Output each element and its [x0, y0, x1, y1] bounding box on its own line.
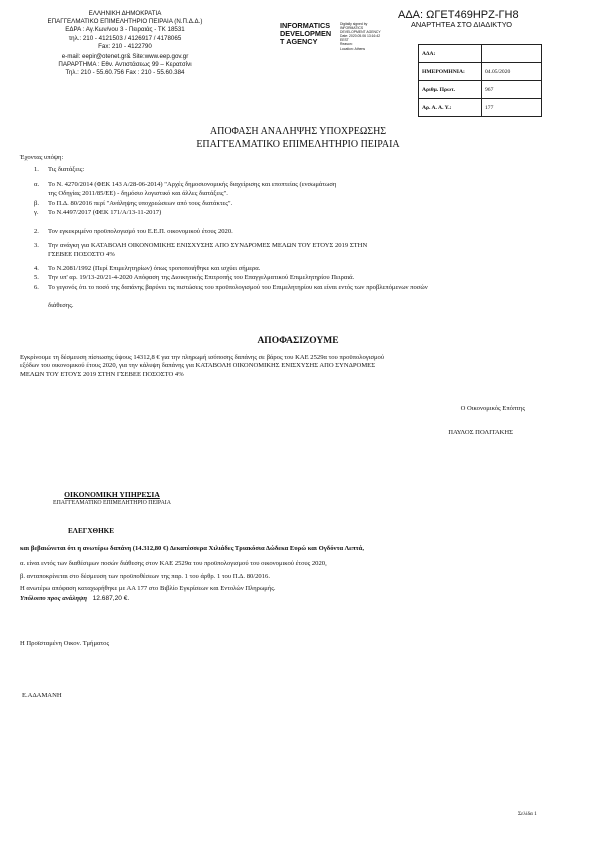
info-label: Αρ. Α. Α. Υ.:: [419, 99, 482, 117]
info-label: Αριθμ. Πρωτ.: [419, 81, 482, 99]
considerations-list: 1. Τις διατάξεις: α. Το Ν. 4270/2014 (ΦΕΚ 143 Α/28-06-2014) "Αρχές δημοσιονομικής διαχείρισης και εποπτείας (ενσωμάτωση της Οδηγίας 2011/85/ΕΕ) - δημόσιο λογιστικό και άλλες διατάξεις". β. Το Π.Δ. 80/2016 περί "Ανάληψης υποχρεώσεων από τους διατάκτες". γ. Το Ν.4497/2017 (ΦΕΚ 171/Α/13-11-2017) 2. Τον εγκεκριμένο προϋπολογισμό του Ε.Ε.Π. οικονομικού έτους 2020. 3. Την ανάγκη για ΚΑΤΑΒΟΛΗ ΟΙΚΟΝΟΜΙΚΗΣ ΕΝΙΣΧΥΣΗΣ ΑΠΟ ΣΥΝΔΡΟΜΕΣ ΜΕΛΩΝ ΤΟΥ ΕΤΟΥΣ 2019 ΣΤΗΝ ΓΣΕΒΕΕ ΠΟΣΟΣΤΟ 4% 4. Το Ν.2081/1992 (Περί Επιμελητηρίων) όπως τροποποιήθηκε και ισχύει σήμερα. 5. Την υπ' αρ. 19/13-20/21-4-2020 Απόφαση της Διοικητικής Επιτροπής του Επαγγελματικού Επιμελητηρίου Πειραιά. 6. Το γεγονός ότι το ποσό της δαπάνης βαρύνει τις πιστώσεις του προϋπολογισμού του Επιμελητηρίου και είναι εντός των προβλεπόμενων ποσών διάθεσης.: [34, 166, 428, 309]
head-name: Ε.ΑΔΑΜΑΝΗ: [22, 692, 62, 699]
economic-service-title: ΟΙΚΟΝΟΜΙΚΗ ΥΠΗΡΕΣΙΑ: [64, 490, 160, 499]
signer-name: ΠΑΥΛΟΣ ΠΟΛΙΤΑΚΗΣ: [448, 429, 513, 437]
signer-block: [300, 405, 545, 438]
remaining-amount: Υπόλοιπο προς ανάληψη 12.687,20 €.: [20, 594, 130, 602]
header-line: Τηλ.: 210 - 55.60.756 Fax : 210 - 55.60.384: [65, 69, 185, 77]
header-line: e-mail: eepir@otenet.gr& Site:www.eep.gov.gr: [61, 53, 189, 61]
info-value: [482, 45, 542, 63]
info-value: 967: [482, 81, 542, 99]
header-line: ΕΛΛΗΝΙΚΗ ΔΗΜΟΚΡΑΤΙΑ: [88, 10, 162, 17]
signer-role: Ο Οικονομικός Επόπτης: [460, 405, 525, 412]
header-line: τηλ.: 210 - 4121503 / 4126917 / 4178065: [68, 34, 182, 42]
header-line: ΕΠΑΓΓΕΛΜΑΤΙΚΟ ΕΠΙΜΕΛΗΤΗΡΙΟ ΠΕΙΡΑΙΑ (Ν.Π.Δ.Δ.): [47, 18, 203, 26]
verification-text: και βεβαιώνεται ότι η ανωτέρω δαπάνη (14.312,80 €) Δεκατέσσερα Χιλιάδες Τριακόσια Δώδεκα Ευρώ και Ογδόντα Λεπτά, α. είναι εντός των διαθέσιμων ποσών διάθεσης στον ΚΑΕ 2529α του προϋπολογισμού του οικονομικού έτους 2020, β. ανταποκρίνεται στο δέσμευση των προϋποθέσεων της παρ. 1 του άρθρ. 1 του Π.Δ. 80/2016. Η ανωτέρω απόφαση καταχωρήθηκε με ΑΑ 177 στο Βιβλίο Εγκρίσεων και Εντολών Πληρωμής. Υπόλοιπο προς ανάληψη 12.687,20 €.: [20, 545, 575, 603]
issuer-header: [20, 10, 230, 78]
ada-number: ΑΔΑ: ΩΓΕΤ469ΗΡΖ-ΓΗ8: [398, 9, 519, 21]
decision-text: Εγκρίνουμε τη δέσμευση πίστωσης ύψους 14312,8 € για την πληρωμή ισόποσης δαπάνης σε βάρος του ΚΑΕ 2529α του προϋπολογισμού εξόδων του οικονομικού έτους 2020, για την κάλυψη δαπάνης για ΚΑΤΑΒΟΛΗ ΟΙΚΟΝΟΜΙΚΗΣ ΕΝΙΣΧΥΣΗΣ ΑΠΟ ΣΥΝΔΡΟΜΕΣ ΜΕΛΩΝ ΤΟΥ ΕΤΟΥΣ 2019 ΣΤΗΝ ΓΣΕΒΕΕ ΠΟΣΟΣΤΟ 4%: [20, 354, 385, 378]
header-line: ΕΔΡΑ : Αγ.Κων/νου 3 - Πειραιάς - ΤΚ 18531: [65, 26, 185, 34]
table-row: [419, 81, 542, 99]
header-line: Fax: 210 - 4122790: [98, 42, 152, 50]
info-label: ΗΜΕΡΟΜΗΝΙΑ:: [419, 63, 482, 81]
info-label: ΑΔΑ:: [419, 45, 482, 63]
posted-label: ΑΝΑΡΤΗΤΕΑ ΣΤΟ ΔΙΑΔΙΚΤΥΟ: [411, 20, 512, 29]
economic-service-subtitle: ΕΠΑΓΓΕΛΜΑΤΙΚΟ ΕΠΙΜΕΛΗΤΗΡΙΟ ΠΕΙΡΑΙΑ: [53, 500, 171, 506]
table-row: [419, 45, 542, 63]
digital-signature-stamp: [280, 22, 395, 56]
table-row: [419, 99, 542, 117]
checked-label: ΕΛΕΓΧΘΗΚΕ: [68, 527, 115, 535]
document-info-table: [418, 44, 542, 117]
info-value: 04.05/2020: [482, 63, 542, 81]
head-role: Η Προϊσταμένη Οικον. Τμήματος: [20, 640, 110, 647]
page-number: Σελίδα 1: [518, 811, 537, 817]
intro-text: Έχοντας υπόψη:: [20, 154, 64, 161]
signature-details: Digitally signed by INFORMATICS DEVELOPMENT AGENCY Date: 2020.05.06 13:16:42 EEST Reason: Location: Athens: [340, 22, 381, 51]
table-row: [419, 63, 542, 81]
header-line: ΠΑΡΑΡΤΗΜΑ : Εθν. Αντιστάσεως 99 – Κερατσίνι: [58, 61, 192, 69]
info-value: 177: [482, 99, 542, 117]
signature-agency-name: INFORMATICS DEVELOPMEN T AGENCY: [280, 21, 332, 46]
decision-heading: ΑΠΟΦΑΣΙΖΟΥΜΕ: [257, 336, 339, 346]
document-title: ΑΠΟΦΑΣΗ ΑΝΑΛΗΨΗΣ ΥΠΟΧΡΕΩΣΗΣ ΕΠΑΓΓΕΛΜΑΤΙΚΟ ΕΠΙΜΕΛΗΤΗΡΙΟ ΠΕΙΡΑΙΑ: [196, 126, 400, 150]
